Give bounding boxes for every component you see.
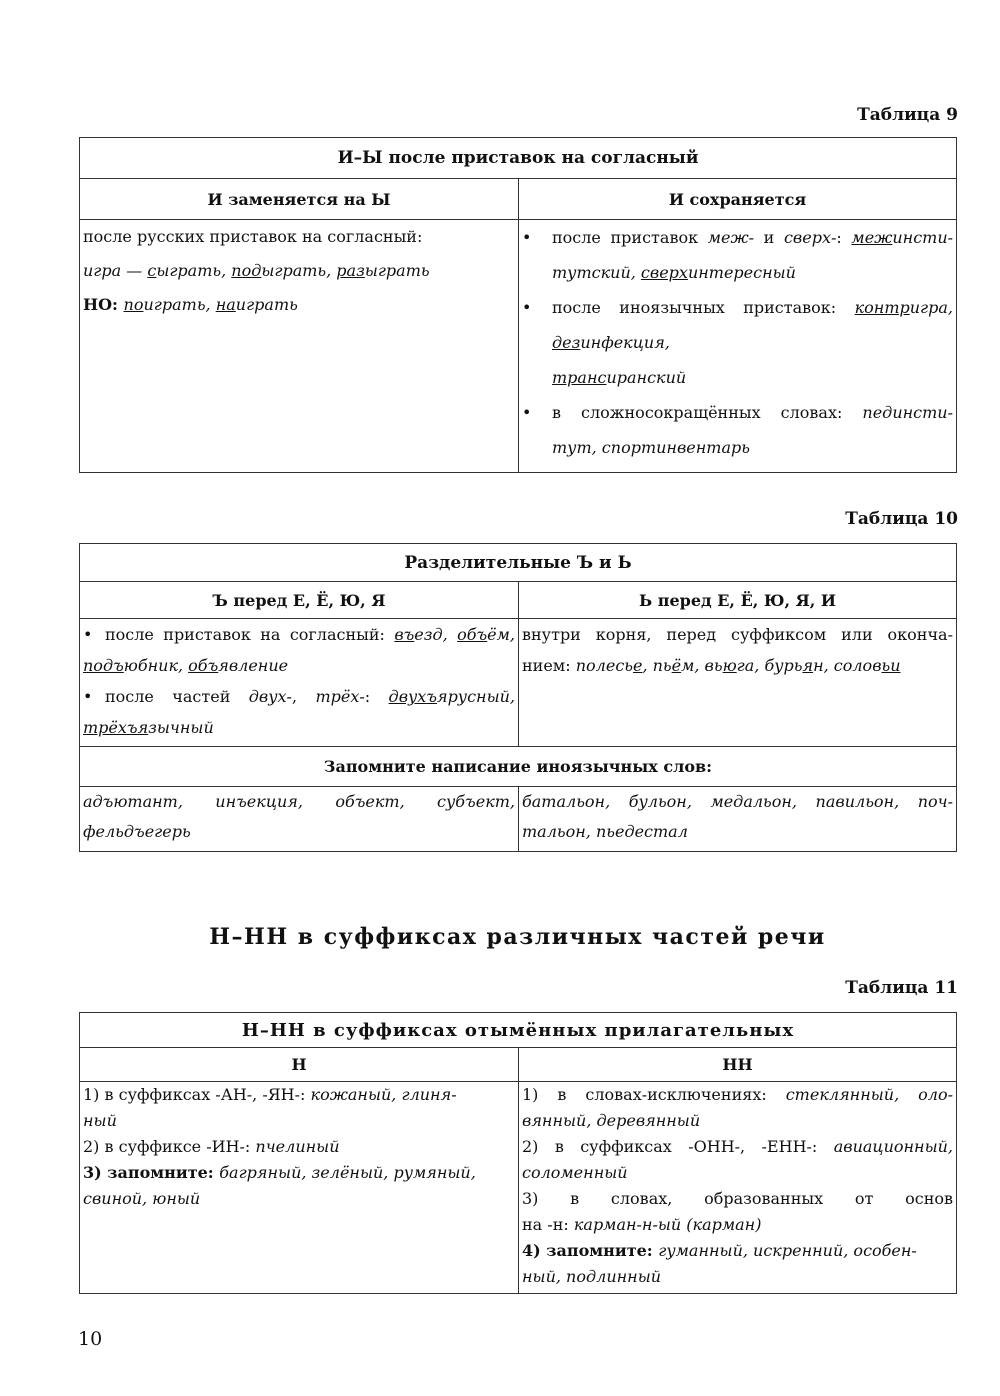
text-line: 1) в словах-исключениях: стеклянный, оло- bbox=[522, 1085, 953, 1104]
exception-line: НО: поиграть, наиграть bbox=[83, 295, 298, 314]
table-10-col2-header: Ь перед Е, Ё, Ю, Я, И bbox=[519, 582, 957, 619]
table-11-label: Таблица 11 bbox=[845, 978, 958, 998]
table-11-col2-cell bbox=[519, 1082, 957, 1294]
text-line: ный bbox=[83, 1111, 117, 1130]
text-line: адъютант, инъекция, объект, субъект, bbox=[83, 792, 515, 811]
text-line: тальон, пьедестал bbox=[522, 822, 688, 841]
table-9-col1-header: И заменяется на Ы bbox=[80, 179, 519, 220]
table-9-col2-header: И сохраняется bbox=[519, 179, 957, 220]
text-line: нием: полесье, пьём, вьюга, бурьян, соловьи bbox=[522, 656, 901, 675]
text-line: свиной, юный bbox=[83, 1189, 201, 1208]
table-10-title: Разделительные Ъ и Ь bbox=[80, 544, 957, 582]
text-line: батальон, бульон, медальон, павильон, поч- bbox=[522, 792, 953, 811]
list-item: • после частей двух-, трёх-: двухъярусный, bbox=[83, 681, 515, 712]
text-line: трёхъязычный bbox=[83, 718, 214, 737]
text-line: на -н: карман-н-ый (карман) bbox=[522, 1215, 762, 1234]
table-10-foreign-words-1 bbox=[80, 787, 519, 852]
text-line: 1) в суффиксах -АН-, -ЯН-: кожаный, глиня- bbox=[83, 1085, 457, 1104]
table-9-col2-cell bbox=[519, 220, 957, 473]
table-11-title: Н–НН в суффиксах отымённых прилагательных bbox=[80, 1013, 957, 1048]
table-9-title: И–Ы после приставок на согласный bbox=[80, 138, 957, 179]
text-line: подъюбник, объявление bbox=[83, 656, 289, 675]
text-line: 3) запомните: багряный, зелёный, румяный, bbox=[83, 1163, 476, 1182]
list-item: • в сложносокращённых словах: пединсти- bbox=[522, 395, 953, 430]
list-item: • после приставок на согласный: въезд, объём, bbox=[83, 619, 515, 650]
list-item: • после иноязычных приставок: контригра, bbox=[522, 290, 953, 325]
table-11-col2-header: НН bbox=[519, 1048, 957, 1082]
table-11-col1-header: Н bbox=[80, 1048, 519, 1082]
table-10-label: Таблица 10 bbox=[845, 509, 958, 529]
table-10-foreign-words-2 bbox=[519, 787, 957, 852]
table-11-col1-cell bbox=[80, 1082, 519, 1294]
text-line: дезинфекция, bbox=[552, 333, 670, 352]
table-9-label: Таблица 9 bbox=[857, 105, 958, 125]
table-11 bbox=[79, 1012, 957, 1294]
text-line: фельдъегерь bbox=[83, 822, 191, 841]
section-title: Н–НН в суффиксах различных частей речи bbox=[209, 924, 826, 950]
text-line: тутский, сверхинтересный bbox=[552, 263, 796, 282]
example-line: игра — сыграть, подыграть, разыграть bbox=[83, 261, 430, 280]
text-line: 4) запомните: гуманный, искренний, особен- bbox=[522, 1241, 917, 1260]
table-9 bbox=[79, 137, 957, 473]
list-item: • после приставок меж- и сверх-: межинсти- bbox=[522, 220, 953, 255]
text-line: трансиранский bbox=[552, 368, 687, 387]
text-line: вянный, деревянный bbox=[522, 1111, 701, 1130]
text-line: 2) в суффиксе -ИН-: пчелиный bbox=[83, 1137, 340, 1156]
text-line: внутри корня, перед суффиксом или оконча- bbox=[522, 625, 953, 644]
text-line: 2) в суффиксах -ОНН-, -ЕНН-: авиационный, bbox=[522, 1137, 954, 1156]
text-line: ный, подлинный bbox=[522, 1267, 662, 1286]
table-10-remember-header: Запомните написание иноязычных слов: bbox=[80, 747, 957, 787]
table-10-col1-cell bbox=[80, 619, 519, 747]
text-line: 3) в словах, образованных от основ bbox=[522, 1189, 954, 1208]
text-line: тут, спортинвентарь bbox=[552, 438, 750, 457]
text-line: после русских приставок на согласный: bbox=[83, 227, 423, 246]
page-number: 10 bbox=[78, 1328, 103, 1350]
table-10-col1-header: Ъ перед Е, Ё, Ю, Я bbox=[80, 582, 519, 619]
table-10-col2-cell bbox=[519, 619, 957, 747]
text-line: соломенный bbox=[522, 1163, 628, 1182]
table-9-col1-cell bbox=[80, 220, 519, 473]
table-10 bbox=[79, 543, 957, 852]
